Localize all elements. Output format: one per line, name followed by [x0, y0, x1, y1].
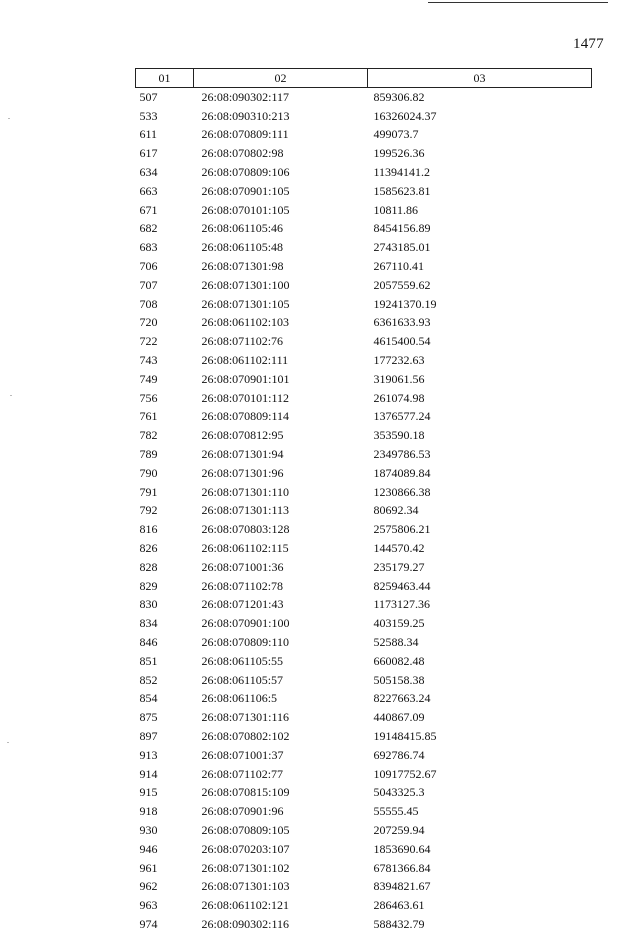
value-cell: 10917752.67	[373, 766, 437, 781]
row-number-cell: 946	[139, 841, 158, 856]
value-cell: 692786.74	[373, 747, 425, 762]
value-cell: 19241370.19	[373, 296, 437, 311]
cadastral-number-cell: 26:08:071102:77	[201, 766, 284, 781]
table-row	[136, 426, 592, 445]
table-row	[136, 238, 592, 257]
cadastral-number-cell: 26:08:070809:106	[201, 165, 290, 180]
table-row	[136, 107, 592, 126]
row-number-cell: 962	[139, 879, 158, 894]
row-number-cell: 722	[139, 334, 158, 349]
table-row	[136, 915, 592, 934]
cadastral-number-cell: 26:08:070809:111	[201, 127, 289, 142]
row-number-cell: 834	[139, 616, 158, 631]
cadastral-number-cell: 26:08:071301:103	[201, 879, 290, 894]
value-cell: 5043325.3	[373, 785, 425, 800]
cadastral-number-cell: 26:08:071301:116	[201, 710, 290, 725]
value-cell: 261074.98	[373, 390, 425, 405]
column-header-02: 02	[194, 69, 368, 88]
row-number-cell: 791	[139, 484, 158, 499]
cadastral-number-cell: 26:08:061102:115	[201, 541, 289, 556]
table-row	[136, 596, 592, 615]
table-row	[136, 163, 592, 182]
value-cell: 588432.79	[373, 916, 425, 931]
row-number-cell: 854	[139, 691, 158, 706]
row-number-cell: 974	[139, 916, 158, 931]
cadastral-number-cell: 26:08:071301:105	[201, 296, 290, 311]
cadastral-number-cell: 26:08:070809:110	[201, 635, 290, 649]
table-row	[136, 708, 592, 727]
table-row	[136, 182, 592, 201]
table-row	[136, 389, 592, 408]
row-number-cell: 611	[139, 127, 158, 142]
table-row	[136, 276, 592, 295]
table-row	[136, 351, 592, 370]
table-row	[136, 483, 592, 502]
value-cell: 660082.48	[373, 653, 425, 668]
table-row	[136, 314, 592, 333]
data-table	[135, 68, 592, 934]
cadastral-number-cell: 26:08:061105:46	[201, 221, 284, 236]
table-row	[136, 464, 592, 483]
value-cell: 1874089.84	[373, 465, 431, 480]
cadastral-number-cell: 26:08:061102:121	[201, 898, 290, 913]
value-cell: 8454156.89	[373, 221, 431, 236]
table-row	[136, 88, 592, 107]
cadastral-number-cell: 26:08:070812:95	[201, 428, 284, 443]
cadastral-number-cell: 26:08:070803:128	[201, 522, 290, 537]
row-number-cell: 634	[139, 165, 158, 180]
value-cell: 6361633.93	[373, 315, 431, 330]
table-row	[136, 126, 592, 145]
value-cell: 6781366.84	[373, 860, 431, 875]
cadastral-number-cell: 26:08:061105:57	[201, 672, 284, 687]
row-number-cell: 846	[139, 635, 158, 649]
cadastral-number-cell: 26:08:061102:103	[201, 315, 290, 330]
value-cell: 2057559.62	[373, 277, 431, 292]
cadastral-number-cell: 26:08:070901:101	[201, 371, 290, 386]
cadastral-number-cell: 26:08:070802:102	[201, 728, 290, 743]
cadastral-number-cell: 26:08:071301:100	[201, 277, 290, 292]
value-cell: 80692.34	[373, 503, 419, 518]
value-cell: 199526.36	[373, 146, 425, 161]
row-number-cell: 829	[139, 578, 158, 593]
row-number-cell: 761	[139, 409, 158, 424]
row-number-cell: 875	[139, 710, 158, 725]
cadastral-number-cell: 26:08:061105:55	[201, 653, 284, 668]
table-row	[136, 877, 592, 896]
value-cell: 505158.38	[373, 672, 425, 687]
value-cell: 8394821.67	[373, 879, 431, 894]
column-header-03: 03	[368, 69, 592, 88]
cadastral-number-cell: 26:08:071301:94	[201, 447, 284, 462]
row-number-cell: 852	[139, 672, 158, 687]
table-row	[136, 408, 592, 427]
value-cell: 1376577.24	[373, 409, 431, 424]
table-row	[136, 746, 592, 765]
row-number-cell: 507	[139, 89, 158, 104]
cadastral-number-cell: 26:08:071301:113	[201, 503, 290, 518]
row-number-cell: 915	[139, 785, 158, 800]
row-number-cell: 749	[139, 371, 158, 386]
cadastral-number-cell: 26:08:061102:111	[201, 353, 289, 368]
row-number-cell: 961	[139, 860, 158, 875]
table-row	[136, 558, 592, 577]
scan-speck	[7, 742, 9, 743]
table-row	[136, 220, 592, 239]
row-number-cell: 816	[139, 522, 158, 537]
row-number-cell: 851	[139, 653, 158, 668]
row-number-cell: 671	[139, 202, 158, 217]
cadastral-number-cell: 26:08:070901:105	[201, 183, 290, 198]
row-number-cell: 707	[139, 277, 158, 292]
table-row	[136, 633, 592, 652]
row-number-cell: 930	[139, 822, 158, 837]
value-cell: 177232.63	[373, 353, 425, 368]
table-row	[136, 370, 592, 389]
row-number-cell: 743	[139, 353, 158, 368]
value-cell: 8259463.44	[373, 578, 431, 593]
table-row	[136, 445, 592, 464]
cadastral-number-cell: 26:08:071102:78	[201, 578, 284, 593]
value-cell: 440867.09	[373, 710, 425, 725]
table-row	[136, 257, 592, 276]
row-number-cell: 682	[139, 221, 158, 236]
value-cell: 19148415.85	[373, 728, 437, 743]
table-row	[136, 821, 592, 840]
cadastral-number-cell: 26:08:071301:110	[201, 484, 290, 499]
table-row	[136, 614, 592, 633]
table-row	[136, 783, 592, 802]
cadastral-number-cell: 26:08:061105:48	[201, 240, 284, 255]
value-cell: 403159.25	[373, 616, 425, 631]
cadastral-number-cell: 26:08:070809:105	[201, 822, 290, 837]
table-row	[136, 690, 592, 709]
table-row	[136, 332, 592, 351]
value-cell: 207259.94	[373, 822, 425, 837]
value-cell: 2575806.21	[373, 522, 431, 537]
table-row	[136, 727, 592, 746]
row-number-cell: 830	[139, 597, 158, 612]
table-row	[136, 295, 592, 314]
table-row	[136, 144, 592, 163]
value-cell: 267110.41	[373, 259, 425, 274]
cadastral-number-cell: 26:08:071001:37	[201, 747, 284, 762]
value-cell: 353590.18	[373, 428, 425, 443]
row-number-cell: 533	[139, 108, 158, 123]
table-row	[136, 520, 592, 539]
cadastral-number-cell: 26:08:071102:76	[201, 334, 284, 349]
row-number-cell: 782	[139, 428, 158, 443]
cadastral-number-cell: 26:08:070101:112	[201, 390, 290, 405]
row-number-cell: 963	[139, 898, 158, 913]
table-row	[136, 539, 592, 558]
cadastral-number-cell: 26:08:071301:102	[201, 860, 290, 875]
table-header-row	[136, 69, 592, 88]
row-number-cell: 897	[139, 728, 158, 743]
cadastral-number-cell: 26:08:090310:213	[201, 108, 290, 123]
cadastral-number-cell: 26:08:071201:43	[201, 597, 284, 612]
column-header-01: 01	[136, 69, 194, 88]
table-row	[136, 802, 592, 821]
value-cell: 1585623.81	[373, 183, 431, 198]
value-cell: 1173127.36	[373, 597, 431, 612]
value-cell: 11394141.2	[373, 165, 431, 180]
cadastral-number-cell: 26:08:070901:96	[201, 804, 284, 819]
scan-speck	[10, 395, 12, 396]
row-number-cell: 789	[139, 447, 158, 462]
page-number: 1477	[573, 36, 604, 52]
table-row	[136, 201, 592, 220]
row-number-cell: 918	[139, 804, 158, 819]
cadastral-number-cell: 26:08:070815:109	[201, 785, 290, 800]
cadastral-number-cell: 26:08:070101:105	[201, 202, 290, 217]
row-number-cell: 913	[139, 747, 158, 762]
cadastral-number-cell: 26:08:090302:117	[201, 89, 290, 104]
row-number-cell: 828	[139, 559, 158, 574]
value-cell: 16326024.37	[373, 108, 437, 123]
scan-speck	[8, 118, 10, 119]
cadastral-number-cell: 26:08:070901:100	[201, 616, 290, 631]
table-row	[136, 840, 592, 859]
table-row	[136, 577, 592, 596]
value-cell: 4615400.54	[373, 334, 431, 349]
cadastral-number-cell: 26:08:071301:96	[201, 465, 284, 480]
value-cell: 1230866.38	[373, 484, 431, 499]
value-cell: 8227663.24	[373, 691, 431, 706]
row-number-cell: 720	[139, 315, 158, 330]
row-number-cell: 708	[139, 296, 158, 311]
row-number-cell: 826	[139, 541, 158, 556]
value-cell: 235179.27	[373, 559, 425, 574]
row-number-cell: 756	[139, 390, 158, 405]
row-number-cell: 683	[139, 240, 158, 255]
cadastral-number-cell: 26:08:070802:98	[201, 146, 284, 161]
row-number-cell: 663	[139, 183, 158, 198]
table-row	[136, 671, 592, 690]
value-cell: 52588.34	[373, 635, 419, 649]
table-row	[136, 896, 592, 915]
value-cell: 2743185.01	[373, 240, 431, 255]
value-cell: 499073.7	[373, 127, 419, 142]
value-cell: 859306.82	[373, 89, 425, 104]
table-body	[136, 88, 592, 934]
row-number-cell: 792	[139, 503, 158, 518]
value-cell: 55555.45	[373, 804, 419, 819]
cadastral-number-cell: 26:08:070809:114	[201, 409, 290, 424]
table-row	[136, 502, 592, 521]
value-cell: 2349786.53	[373, 447, 431, 462]
row-number-cell: 617	[139, 146, 158, 161]
cadastral-number-cell: 26:08:070203:107	[201, 841, 290, 856]
table-row	[136, 652, 592, 671]
table-row	[136, 859, 592, 878]
value-cell: 286463.61	[373, 898, 425, 913]
row-number-cell: 790	[139, 465, 158, 480]
cadastral-number-cell: 26:08:090302:116	[201, 916, 290, 931]
value-cell: 319061.56	[373, 371, 425, 386]
value-cell: 10811.86	[373, 202, 419, 217]
cadastral-number-cell: 26:08:061106:5	[201, 691, 278, 706]
header-rule	[428, 2, 608, 3]
cadastral-number-cell: 26:08:071301:98	[201, 259, 284, 274]
cadastral-number-cell: 26:08:071001:36	[201, 559, 284, 574]
table-row	[136, 765, 592, 784]
value-cell: 1853690.64	[373, 841, 431, 856]
row-number-cell: 706	[139, 259, 158, 274]
row-number-cell: 914	[139, 766, 158, 781]
value-cell: 144570.42	[373, 541, 425, 556]
